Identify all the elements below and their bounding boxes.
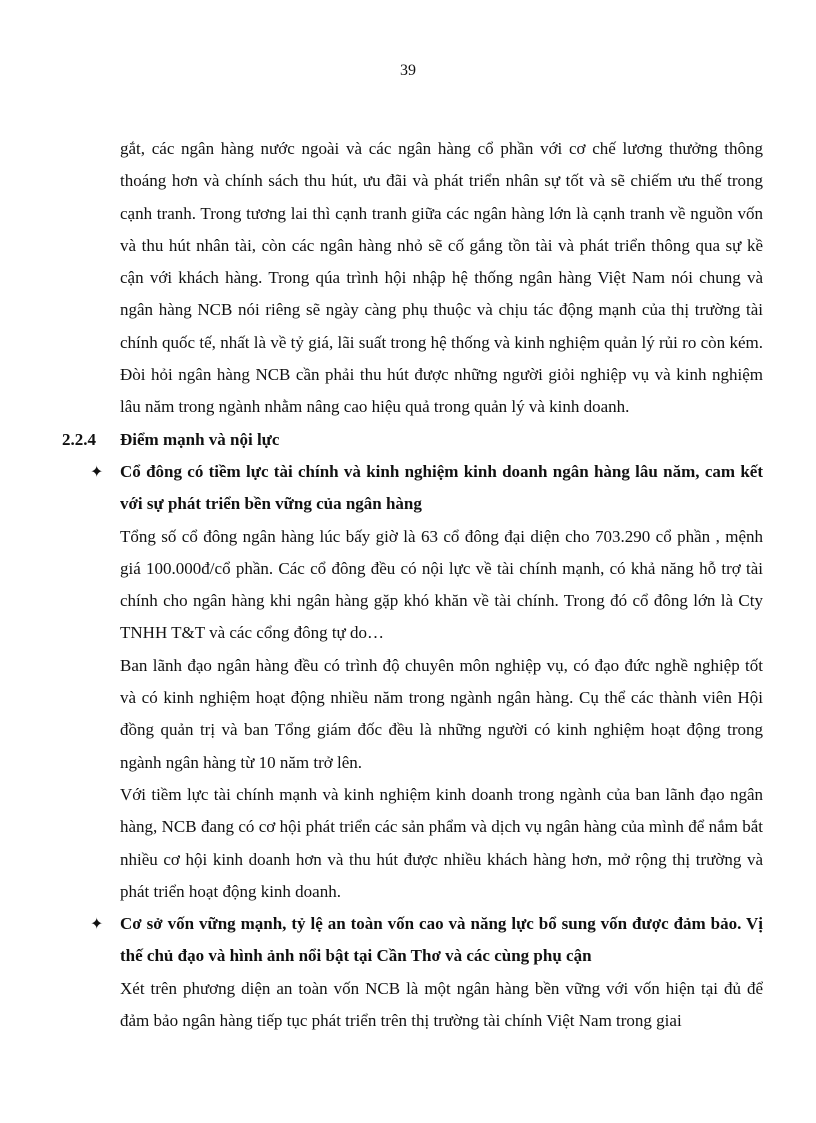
paragraph-leadership: Ban lãnh đạo ngân hàng đều có trình độ chuyên môn nghiệp vụ, có đạo đức nghề nghiệp tốt và có kinh nghiệm hoạt động nhiều năm trong ngành ngân hàng. Cụ thể các thành viên Hội đồng quản trị và ban Tổng giám đốc đều là những người có kinh nghiệm hoạt động trong ngành ngân hàng từ 10 năm trở lên. [120, 655, 763, 772]
bullet-shareholders-text: Cổ đông có tiềm lực tài chính và kinh nghiệm kinh doanh ngân hàng lâu năm, cam kết với sự phát triển bền vững của ngân hàng [120, 461, 763, 514]
paragraph-capital-safety: Xét trên phương diện an toàn vốn NCB là một ngân hàng bền vững với vốn hiện tại đủ để đảm bảo ngân hàng tiếp tục phát triển trên thị trường tài chính Việt Nam trong giai [120, 978, 763, 1031]
star-bullet-icon: ✦ [90, 461, 104, 481]
paragraph-shareholder-count: Tổng số cổ đông ngân hàng lúc bấy giờ là 63 cổ đông đại diện cho 703.290 cổ phần , mệnh giá 100.000đ/cổ phần. Các cổ đông đều có nội lực về tài chính mạnh, có khả năng hỗ trợ tài chính cho ngân hàng khi ngân hàng gặp khó khăn về tài chính. Trong đó cổ đông lớn là Cty TNHH T&T và các cổng đông tự do… [120, 526, 763, 643]
bullet-shareholders [90, 456, 763, 521]
section-number: 2.2.4 [62, 429, 96, 449]
bullet-capital [90, 908, 763, 973]
section-title: Điểm mạnh và nội lực [120, 429, 280, 449]
paragraph-competition: gắt, các ngân hàng nước ngoài và các ngân hàng cổ phần với cơ chế lương thưởng thông thoáng hơn và chính sách thu hút, ưu đãi và phát triển nhân sự tốt và sẽ chiếm ưu thế trong cạnh tranh. Trong tương lai thì cạnh tranh giữa các ngân hàng lớn là cạnh tranh về nguồn vốn và thu hút nhân tài, còn các ngân hàng nhỏ sẽ cố gắng tồn tài và phát triển thông qua sự kề cận với khách hàng. Trong qúa trình hội nhập hệ thống ngân hàng Việt Nam nói chung và ngân hàng NCB nói riêng sẽ ngày càng phụ thuộc và chịu tác động mạnh của thị trường tài chính quốc tế, nhất là về tỷ giá, lãi suất trong hệ thống và kinh nghiệm quản lý rủi ro còn kém. Đòi hỏi ngân hàng NCB cần phải thu hút được những người giỏi nghiệp vụ và kinh nghiệm lâu năm trong ngành nhằm nâng cao hiệu quả trong quản lý và kinh doanh. [120, 139, 763, 417]
paragraph-opportunity: Với tiềm lực tài chính mạnh và kinh nghiệm kinh doanh trong ngành của ban lãnh đạo ngân hàng, NCB đang có cơ hội phát triển các sản phẩm và dịch vụ ngân hàng của mình để nắm bắt nhiều cơ hội kinh doanh hơn và thu hút được nhiều khách hàng hơn, mở rộng thị trường và phát triển hoạt động kinh doanh. [120, 784, 763, 901]
page-number: 39 [400, 62, 416, 79]
document-body [62, 133, 763, 1037]
bullet-capital-text: Cơ sở vốn vững mạnh, tỷ lệ an toàn vốn cao và năng lực bổ sung vốn được đảm bảo. Vị thế chủ đạo và hình ảnh nổi bật tại Cần Thơ và các cùng phụ cận [120, 914, 763, 966]
star-bullet-icon: ✦ [90, 914, 104, 934]
section-heading [62, 424, 763, 456]
